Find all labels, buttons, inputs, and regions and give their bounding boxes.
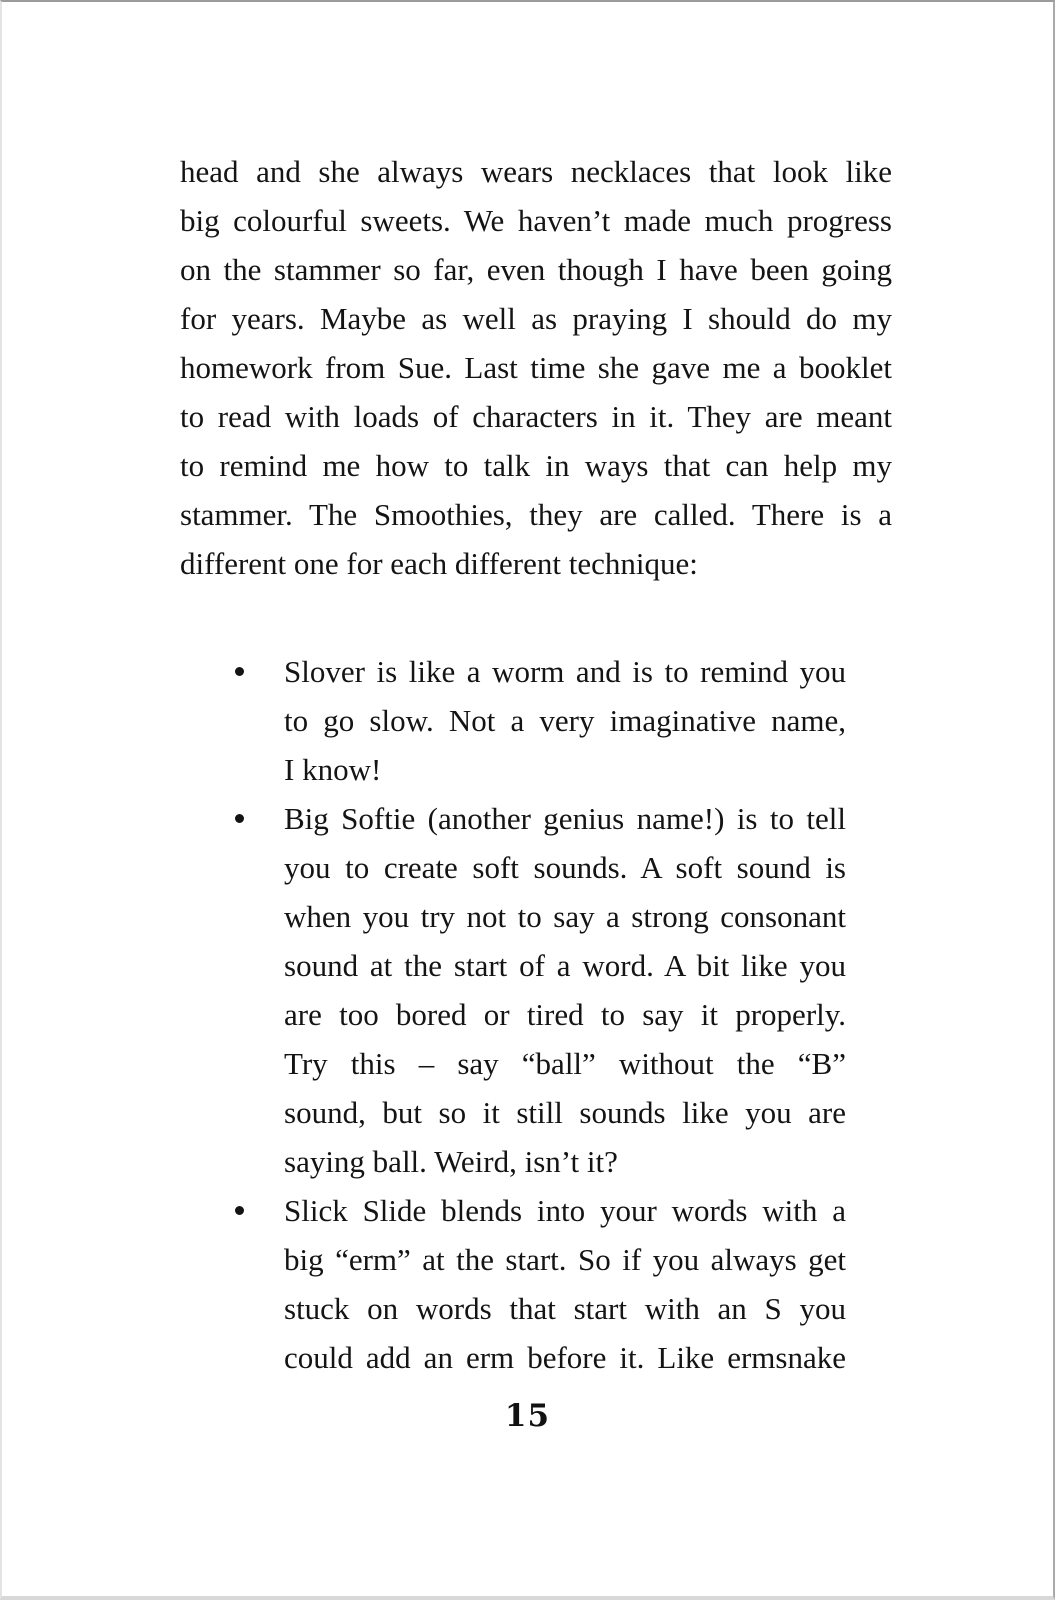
text-line: Slick Slide blends into your words with a: [284, 1193, 846, 1228]
bullet-text: [284, 794, 846, 1186]
body-text: [180, 147, 892, 1382]
text-line: Big Softie (another genius name!) is to tell: [284, 801, 846, 836]
bullet-text: [284, 647, 846, 794]
text-line: Try this – say “ball” without the “B”: [284, 1046, 846, 1081]
text-line: saying ball. Weird, isn’t it?: [284, 1144, 618, 1179]
text-line: stammer. The Smoothies, they are called. There is a: [180, 497, 892, 532]
bullet-icon: [235, 667, 244, 676]
text-line: stuck on words that start with an S you: [284, 1291, 846, 1326]
text-line: big colourful sweets. We haven’t made much progress: [180, 203, 892, 238]
bullet-text: [284, 1186, 846, 1382]
bullet-item: [180, 794, 892, 1186]
bullet-item: [180, 647, 892, 794]
text-line: different one for each different technique:: [180, 546, 698, 581]
text-line: homework from Sue. Last time she gave me a booklet: [180, 350, 892, 385]
text-line: Slover is like a worm and is to remind you: [284, 654, 846, 689]
text-line: when you try not to say a strong consonant: [284, 899, 846, 934]
bullet-item: [180, 1186, 892, 1382]
text-line: for years. Maybe as well as praying I should do my: [180, 301, 892, 336]
bullet-icon: [235, 1206, 244, 1215]
text-line: head and she always wears necklaces that look like: [180, 154, 892, 189]
text-line: sound at the start of a word. A bit like you: [284, 948, 846, 983]
text-line: I know!: [284, 752, 382, 787]
text-line: could add an erm before it. Like ermsnake: [284, 1340, 846, 1375]
bullet-icon: [235, 814, 244, 823]
text-line: are too bored or tired to say it properly.: [284, 997, 846, 1032]
text-line: big “erm” at the start. So if you always get: [284, 1242, 846, 1277]
text-line: sound, but so it still sounds like you are: [284, 1095, 846, 1130]
text-line: on the stammer so far, even though I have been going: [180, 252, 892, 287]
text-line: to go slow. Not a very imaginative name,: [284, 703, 846, 738]
bullet-list: [180, 647, 892, 1382]
page-number: 15: [504, 1398, 551, 1434]
text-line: to read with loads of characters in it. They are meant: [180, 399, 892, 434]
text-line: to remind me how to talk in ways that can help my: [180, 448, 892, 483]
paragraph: [180, 147, 892, 588]
text-line: you to create soft sounds. A soft sound is: [284, 850, 846, 885]
